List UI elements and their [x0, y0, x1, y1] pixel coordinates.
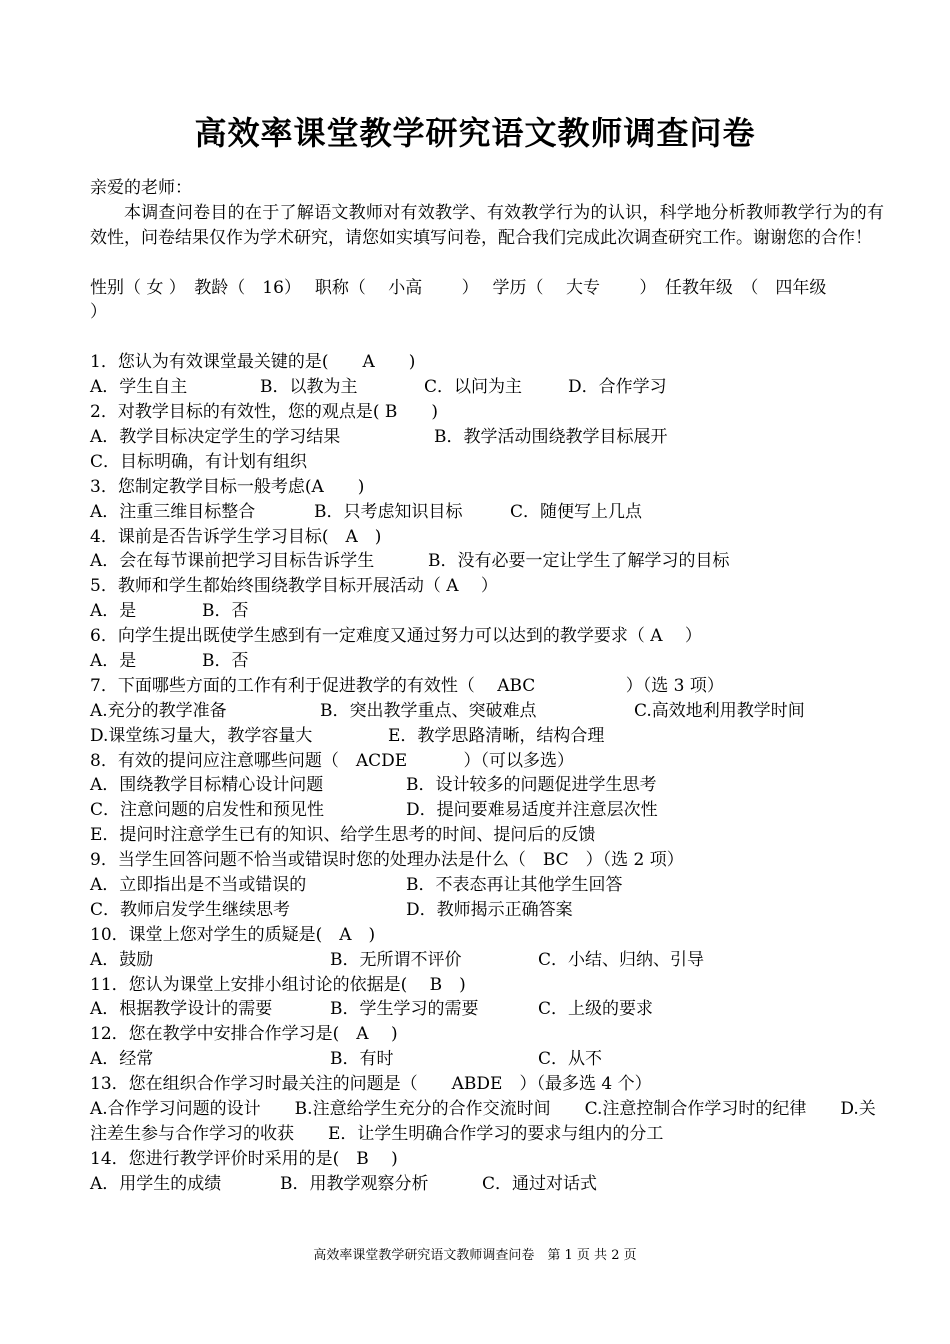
intro-paragraph: 本调查问卷目的在于了解语文教师对有效教学、有效教学行为的认识，科学地分析教师教学行为的有效性，问卷结果仅作为学术研究，请您如实填写问卷，配合我们完成此次调查研究工作。谢谢您的合作！	[90, 202, 884, 248]
option: A．立即指出是不当或错误的	[90, 874, 307, 895]
option: C．以问为主	[424, 377, 523, 398]
question-text: 4．课前是否告诉学生学习目标( A )	[90, 526, 382, 547]
option: A．教学目标决定学生的学习结果	[90, 426, 341, 447]
question-options	[90, 798, 884, 823]
option: B．不表态再让其他学生回答	[406, 874, 623, 895]
question-options	[90, 699, 884, 724]
option: E．提问时注意学生已有的知识、给学生思考的时间、提问后的反馈	[90, 825, 596, 846]
option: C．随便写上几点	[510, 501, 643, 522]
page-footer: 高效率课堂教学研究语文教师调查问卷 第 1 页 共 2 页	[313, 1248, 637, 1263]
option: C．教师启发学生继续思考	[90, 899, 291, 920]
question-options: A.合作学习问题的设计 B.注意给学生充分的合作交流时间 C.注意控制合作学习时的纪律 D.关注差生参与合作学习的收获 E．让学生明确合作学习的要求与组内的分工	[90, 1098, 876, 1144]
option: A．会在每节课前把学习目标告诉学生	[90, 551, 375, 572]
question-options	[90, 425, 884, 450]
option: A.充分的教学准备	[90, 700, 227, 721]
option: A．经常	[90, 1049, 154, 1070]
option: A．用学生的成绩	[90, 1173, 222, 1194]
option: C．通过对话式	[482, 1173, 598, 1194]
option: E．教学思路清晰，结构合理	[388, 725, 605, 746]
question-options	[90, 948, 884, 973]
question-text: 5．教师和学生都始终围绕教学目标开展活动（ A ）	[90, 576, 498, 597]
question-text: 8．有效的提问应注意哪些问题（ ACDE ）（可以多选）	[90, 750, 575, 771]
option: C.高效地利用教学时间	[634, 700, 805, 721]
option: A．鼓励	[90, 949, 154, 970]
option: A．学生自主	[90, 377, 188, 398]
option: A．根据教学设计的需要	[90, 999, 273, 1020]
document-body	[90, 176, 884, 1197]
option: B．突出教学重点、突破难点	[320, 700, 537, 721]
question-text: 7．下面哪些方面的工作有利于促进教学的有效性（ ABC ）（选 3 项）	[90, 675, 724, 696]
option: B．用教学观察分析	[280, 1173, 429, 1194]
question-options	[90, 898, 884, 923]
option: A．是	[90, 650, 137, 671]
question-options	[90, 823, 884, 848]
option: D.课堂练习量大，教学容量大	[90, 725, 313, 746]
question-options	[90, 500, 884, 525]
question-text: 9．当学生回答问题不恰当或错误时您的处理办法是什么（ BC ）（选 2 项）	[90, 850, 684, 871]
option: B．无所谓不评价	[330, 949, 462, 970]
option: C．从不	[538, 1049, 603, 1070]
question-text: 10．课堂上您对学生的质疑是( A )	[90, 924, 376, 945]
option: A．注重三维目标整合	[90, 501, 256, 522]
question-text: 3．您制定教学目标一般考虑(A )	[90, 476, 365, 497]
option: B．以教为主	[260, 377, 358, 398]
question-options	[90, 549, 884, 574]
question-options	[90, 1172, 884, 1197]
option: B．教学活动围绕教学目标展开	[434, 426, 668, 447]
option: B．有时	[330, 1049, 394, 1070]
option: D．提问要难易适度并注意层次性	[406, 800, 658, 821]
info-line: 性别（ 女 ） 教龄（ 16） 职称（ 小高 ） 学历（ 大专 ） 任教年级 （ 四年级	[90, 277, 827, 298]
question-options	[90, 773, 884, 798]
question-options	[90, 375, 884, 400]
question-text: 6．向学生提出既使学生感到有一定难度又通过努力可以达到的教学要求（ A ）	[90, 626, 702, 647]
option: D．合作学习	[568, 377, 667, 398]
page-title: 高效率课堂教学研究语文教师调查问卷	[194, 114, 756, 152]
option: C．目标明确，有计划有组织	[90, 451, 308, 472]
option: C．上级的要求	[538, 999, 654, 1020]
question-options	[90, 997, 884, 1022]
question-options	[90, 649, 884, 674]
question-text: 13．您在组织合作学习时最关注的问题是（ ABDE ）（最多选 4 个）	[90, 1074, 652, 1095]
question-options	[90, 1047, 884, 1072]
question-text: 14．您进行教学评价时采用的是( B )	[90, 1148, 398, 1169]
option: A．围绕教学目标精心设计问题	[90, 775, 324, 796]
question-options	[90, 724, 884, 749]
question-options	[90, 599, 884, 624]
option: B．没有必要一定让学生了解学习的目标	[428, 551, 730, 572]
question-text: 12．您在教学中安排合作学习是( A )	[90, 1024, 398, 1045]
option: D．教师揭示正确答案	[406, 899, 573, 920]
option: B．设计较多的问题促进学生思考	[406, 775, 657, 796]
greeting: 亲爱的老师：	[90, 178, 192, 198]
option: C．小结、归纳、引导	[538, 949, 705, 970]
option: B．学生学习的需要	[330, 999, 479, 1020]
question-text: 2．对教学目标的有效性，您的观点是( B )	[90, 402, 438, 423]
question-options	[90, 450, 884, 475]
option: B．否	[202, 601, 249, 622]
question-text: 1．您认为有效课堂最关键的是( A )	[90, 352, 416, 373]
spacer	[90, 251, 884, 276]
option: B．只考虑知识目标	[314, 501, 463, 522]
info-line-tail: ）	[90, 302, 107, 323]
question-options	[90, 873, 884, 898]
question-text: 11．您认为课堂上安排小组讨论的依据是( B )	[90, 974, 466, 995]
spacer	[90, 325, 884, 350]
option: A．是	[90, 601, 137, 622]
option: B．否	[202, 650, 249, 671]
option: C．注意问题的启发性和预见性	[90, 800, 325, 821]
